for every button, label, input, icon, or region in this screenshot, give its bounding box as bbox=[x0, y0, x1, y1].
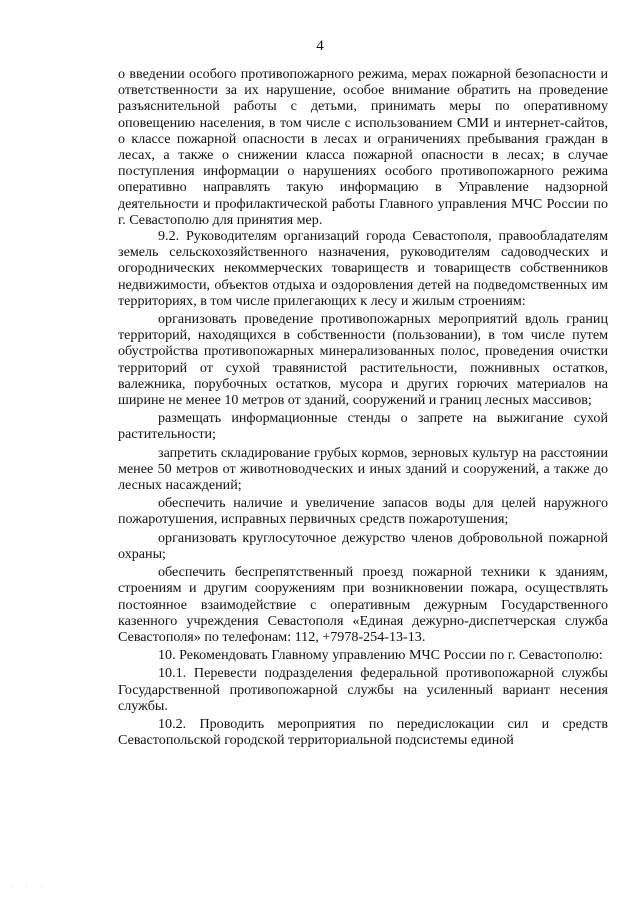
paragraph-9-2: 9.2. Руководителям организаций города Севастополя, правообладателям земель сельскохозяйственного назначения, руководителям садоводческих и огороднических некоммерческих товариществ и товариществ собственников недвижимости, объектов отдыха и оздоровления детей на подведомственных им территориях, в том числе прилегающих к лесу и жилым строениям: bbox=[118, 228, 608, 309]
document-body bbox=[118, 66, 608, 748]
page-number: 4 bbox=[316, 38, 324, 54]
paragraph-fire-measures: организовать проведение противопожарных мероприятий вдоль границ территорий, находящихся в собственности (пользовании), в том числе путем обустройства противопожарных минерализованных полос, проведения очистки территорий от сухой травянистой растительности, пожнивных остатков, валежника, порубочных остатков, мусора и других горючих материалов на ширине не менее 10 метров от зданий, сооружений и границ лесных массивов; bbox=[118, 311, 608, 409]
paragraph-storage-ban: запретить складирование грубых кормов, зерновых культур на расстоянии менее 50 метров от животноводческих и иных зданий и сооружений, а также до лесных насаждений; bbox=[118, 444, 608, 494]
paragraph-info-stands: размещать информационные стенды о запрете на выжигание сухой растительности; bbox=[118, 410, 608, 443]
paragraph-notification-continued: о введении особого противопожарного режима, мерах пожарной безопасности и ответственности за их нарушение, особое внимание обратить на проведение разъяснительной работы с детьми, принимать меры по оперативному оповещению населения, в том числе с использованием СМИ и интернет-сайтов, о классе пожарной опасности в лесах и ограничениях пребывания граждан в лесах, а также о снижении класса пожарной опасности в лесах; в случае поступления информации о нарушениях особого противопожарного режима оперативно направлять такую информацию в Управление надзорной деятельности и профилактической работы Главного управления МЧС России по г. Севастополю для принятия мер. bbox=[118, 66, 608, 228]
paragraph-10-2: 10.2. Проводить мероприятия по передислокации сил и средств Севастопольской городской территориальной подсистемы единой bbox=[118, 715, 608, 749]
paragraph-10: 10. Рекомендовать Главному управлению МЧС России по г. Севастополю: bbox=[158, 647, 603, 664]
paragraph-access-roads: обеспечить беспрепятственный проезд пожарной техники к зданиям, строениям и другим сооружениям при возникновении пожара, осуществлять постоянное взаимодействие с оперативным дежурным Государственного казенного учреждения Севастополя «Единая дежурно-диспетчерская служба Севастополя» по телефонам: 112, +7978-254-13-13. bbox=[118, 564, 608, 645]
paragraph-10-1: 10.1. Перевести подразделения федеральной противопожарной службы Государственной противопожарной службы на усиленный вариант несения службы. bbox=[118, 665, 608, 714]
paragraph-water-supply: обеспечить наличие и увеличение запасов воды для целей наружного пожаротушения, исправных первичных средств пожаротушения; bbox=[118, 495, 608, 528]
scan-specks: · · · bbox=[10, 884, 49, 890]
paragraph-volunteer-duty: организовать круглосуточное дежурство членов добровольной пожарной охраны; bbox=[118, 529, 608, 562]
